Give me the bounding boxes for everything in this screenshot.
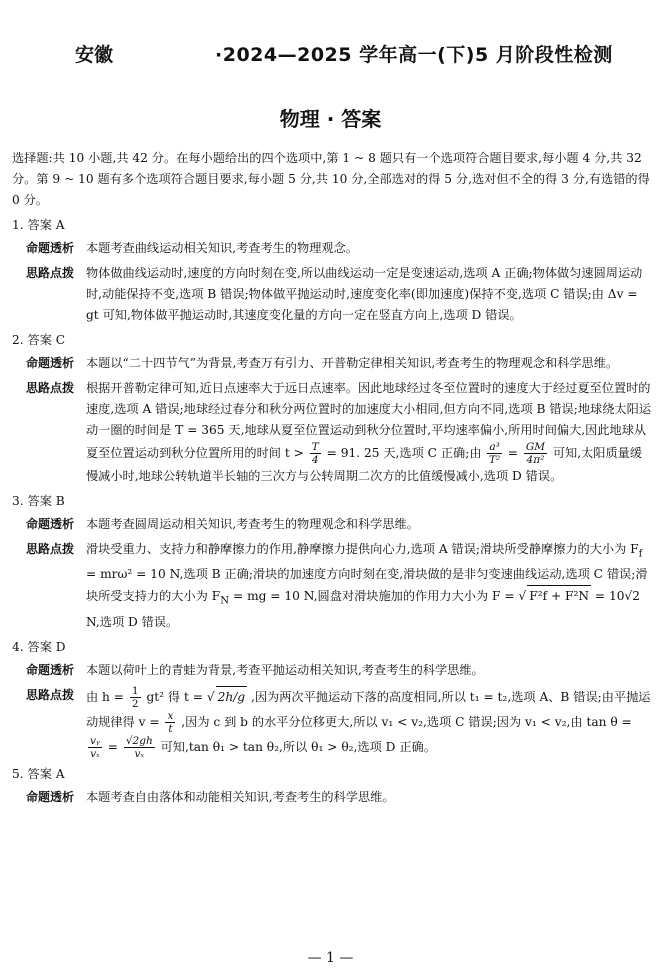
question-number: 3. 答案 B xyxy=(12,494,65,508)
hint-segment: = mg = 10 N,圆盘对滑块施加的作用力大小为 F = xyxy=(229,589,519,604)
subscript-n: N xyxy=(220,595,230,607)
question-3 xyxy=(12,491,652,633)
hint-segment: 可知,tan θ₁ > tan θ₂,所以 θ₁ > θ₂,选项 D 正确。 xyxy=(160,739,436,754)
equals-sign: = xyxy=(507,446,518,460)
analysis-text: 本题以“二十四节气”为背景,考查万有引力、开普勒定律相关知识,考查考生的物理观念和科学思维。 xyxy=(86,356,619,370)
analysis-label: 命题透析 xyxy=(26,356,75,370)
intro-paragraph: 选择题:共 10 小题,共 42 分。在每小题给出的四个选项中,第 1 ~ 8 题只有一个选项符合题目要求,每小题 4 分,共 32 分。第 9 ~ 10 题有多个选项符合题目要求,每小题 5 分,共 10 分,全部选对的得 5 分,选对但不全的得 3 分,有选错的得 0 分。 xyxy=(12,151,650,207)
subject-title: 物理 · 答案 xyxy=(279,107,382,131)
hint-text: 物体做曲线运动时,速度的方向时刻在变,所以曲线运动一定是变速运动,选项 A 正确;物体做匀速圆周运动时,动能保持不变,选项 B 错误;物体做平抛运动时,速度变化率(即加速度)保持不变,选项 C 错误;由 Δv = gt 可知,物体做平抛运动时,其速度变化量的方向一定在竖直方向上,选项 D 错误。 xyxy=(86,266,643,322)
fraction-vy-over-vx: $\frac{\text{vᵧ}}{\text{vₓ}}$ xyxy=(90,734,100,760)
hint-label: 思路点拨 xyxy=(26,381,75,395)
hint-text: 滑块受重力、支持力和静摩擦力的作用,静摩擦力提供向心力,选项 A 错误;滑块所受静摩擦力的大小为 $F_f = mr\omega^2 = 10$ N,选项 B 正确;滑块的加速度方向时刻在变,滑块做的是非匀变速曲线运动,选项 C 错误;滑块所受支持力的大小为 $F_N$ = mg = 10 N,圆盘对滑块施加的作用力大小为 F = √ F²f + F²N = 10√2 N,选项 D 错误。 xyxy=(86,542,648,629)
hint-label: 思路点拨 xyxy=(26,542,75,556)
analysis-text: 本题考查圆周运动相关知识,考查考生的物理观念和科学思维。 xyxy=(86,517,419,531)
fraction-a3-t2: $\frac{\text{a³}}{\text{T²}}$ xyxy=(489,441,501,466)
answer-body xyxy=(12,148,652,812)
page-number: — 1 — xyxy=(307,950,354,966)
fraction-gm-4pi2: $\frac{GM}{\text{4π²}}$ xyxy=(525,441,545,466)
hint-segment: ,因为两次平抛运动下落的高度相同,所以 t₁ = t₂,选项 A、B 错误;由平抛运动规律得 v = xyxy=(86,689,651,729)
analysis-text: 本题考查曲线运动相关知识,考查考生的物理观念。 xyxy=(86,241,358,255)
hint-segment: = 91. 25 天,选项 C 正确;由 xyxy=(326,446,482,460)
equals-sign: = xyxy=(107,739,118,754)
subscript-f: f xyxy=(638,548,643,560)
hint-segment: 根据开普勒定律可知,近日点速率大于远日点速率。因此地球经过冬至位置时的速度大于经过夏至位置时的速度,选项 A 错误;地球经过春分和秋分两位置时的加速度大小相同,但方向不同,选项 B 错误;地球绕太阳运动一圈的时间是 T = 365 天,地球从夏至位置运动到秋分位置时,平均速率偏小,所用时间偏大,因此地球从夏至位置运动到秋分位置所用的时间 t > xyxy=(86,381,651,460)
page-header xyxy=(75,40,621,70)
question-number: 4. 答案 D xyxy=(12,639,66,654)
hint-segment: ,因为 c 到 b 的水平分位移更大,所以 v₁ < v₂,选项 C 错误;因为 v₁ < v₂,由 tan θ = xyxy=(181,714,632,729)
analysis-label: 命题透析 xyxy=(26,241,75,255)
hint-segment: 滑块受重力、支持力和静摩擦力的作用,静摩擦力提供向心力,选项 A 错误;滑块所受静摩擦力的大小为 F xyxy=(86,542,639,556)
fraction-sqrt2gh-over-vx: $\frac{√2gh}{\text{vₓ}}$ xyxy=(125,734,153,760)
hint-label: 思路点拨 xyxy=(26,266,75,280)
analysis-text: 本题考查自由落体和动能相关知识,考查考生的科学思维。 xyxy=(86,789,395,804)
analysis-label: 命题透析 xyxy=(26,662,75,677)
region-label: 安徽 xyxy=(75,44,114,66)
hint-text xyxy=(86,378,652,487)
sqrt-2h-over-g: 2h/g xyxy=(216,686,248,708)
fraction-t-over-4: $\frac{T}{4}$ xyxy=(311,441,319,466)
fraction-x-over-t: $\frac{x}{t}$ xyxy=(167,709,174,735)
analysis-label: 命题透析 xyxy=(26,789,75,804)
hint-segment: 可知,太阳质量缓慢减小时,地球公转轨道半长轴的三次方与公转周期二次方的比值缓慢减小,选项 D 错误。 xyxy=(86,446,643,483)
hint-segment: = 10√2 N,选项 D 错误。 xyxy=(86,589,641,629)
question-number: 5. 答案 A xyxy=(12,766,65,781)
hint-segment: gt² 得 t = xyxy=(146,689,203,704)
question-number: 1. 答案 A xyxy=(12,218,65,232)
hint-segment: = mrω² = 10 N,选项 B 正确;滑块的加速度方向时刻在变,滑块做的是非匀变速曲线运动,选项 C 错误;滑块所受支持力的大小为 F xyxy=(86,567,648,604)
question-1 xyxy=(12,215,652,326)
sqrt-expression: F²f + F²N xyxy=(527,585,591,607)
question-2 xyxy=(12,330,652,487)
hint-label: 思路点拨 xyxy=(26,687,75,702)
analysis-label: 命题透析 xyxy=(26,517,75,531)
question-5 xyxy=(12,764,652,808)
analysis-text: 本题以荷叶上的青蛙为背景,考查平抛运动相关知识,考查考生的科学思维。 xyxy=(86,662,484,677)
question-number: 2. 答案 C xyxy=(12,333,66,347)
hint-segment: 由 h = xyxy=(86,689,124,704)
exam-title: ·2024—2025 学年高一(下)5 月阶段性检测 xyxy=(215,44,613,66)
hint-text: 由 h = $\frac{1}{2}$ gt² 得 t = √ 2h/g ,因为两次平抛运动下落的高度相同,所以 t₁ = t₂,选项 A、B 错误;由平抛运动规律得 v = $\frac{x}{t}$ ,因为 c 到 b 的水平分位移更大,所以 v₁ < v₂,选项 C 错误;因为 v₁ < v₂,由 tan θ = $\frac{\text{vᵧ}}{\text{vₓ}}$ = $\frac{√2gh}{\text{vₓ}}$ 可知,tan θ₁ > tan θ₂,所以 θ₁ > θ₂,选项 D 正确。 xyxy=(86,684,651,760)
fraction-one-half: $\frac{1}{2}$ xyxy=(131,684,139,710)
question-4 xyxy=(12,637,652,760)
